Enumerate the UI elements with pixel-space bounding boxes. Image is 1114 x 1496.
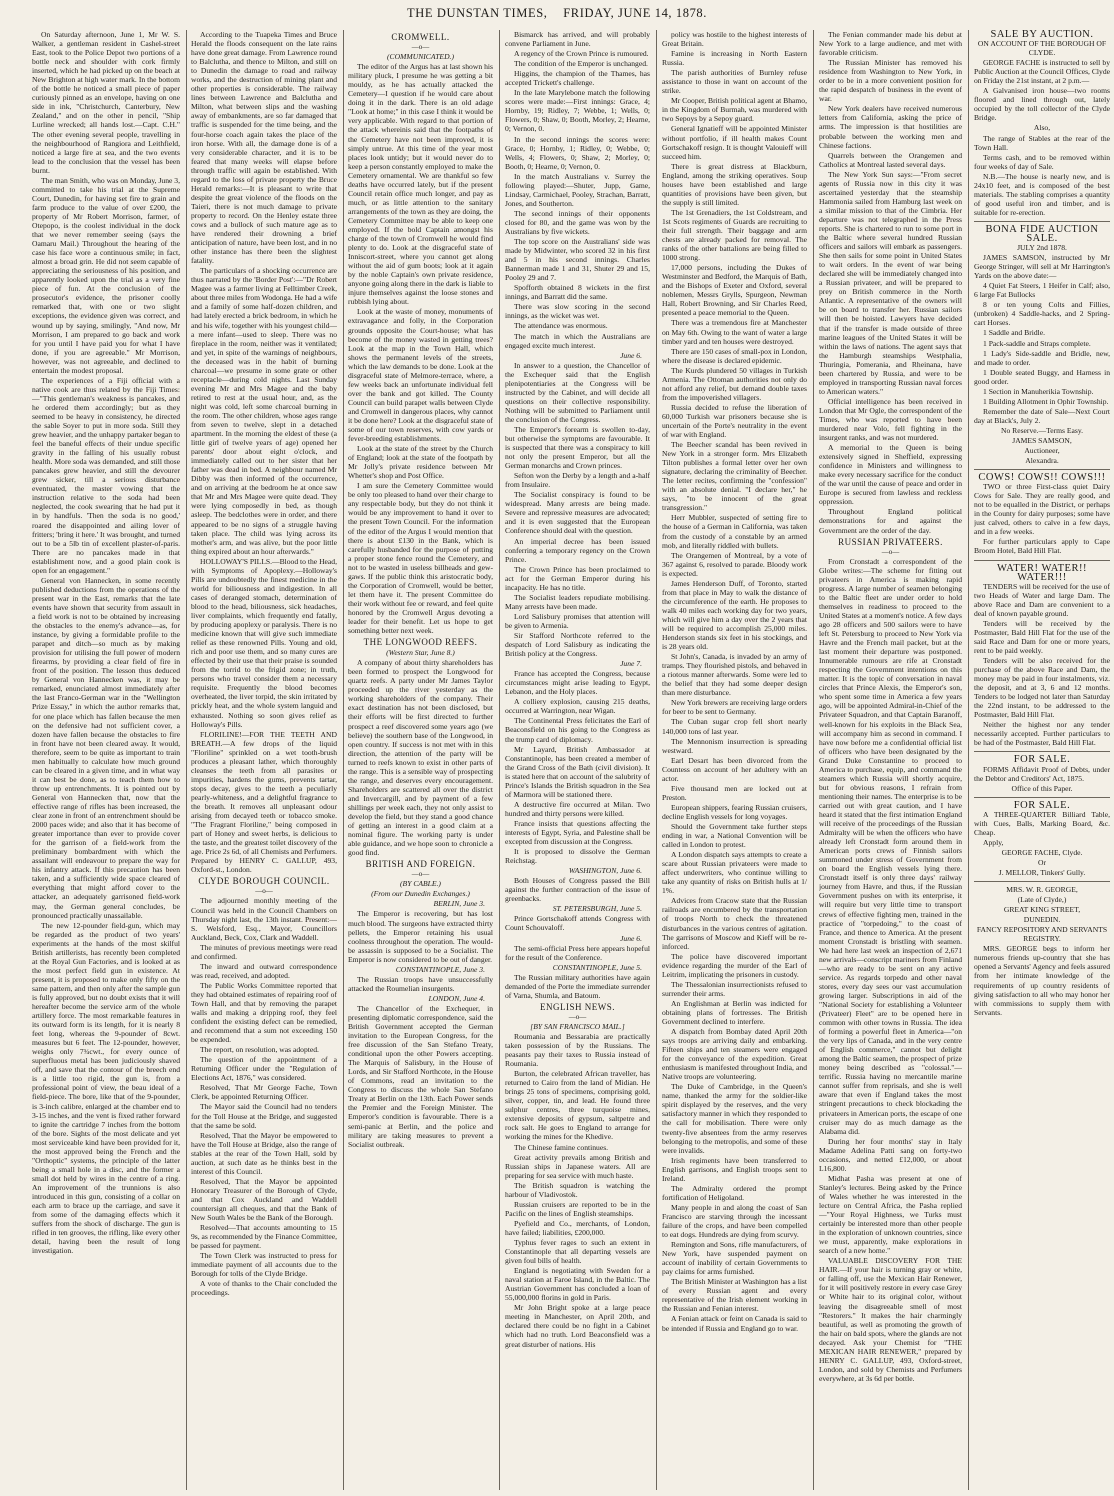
article-paragraph: Great activity prevails among British and Russian ships in Japanese waters. All are preparing for sea service with much haste. <box>505 1152 650 1180</box>
column-rule <box>343 30 344 1490</box>
article-paragraph: The Public Works Committee reported that they had obtained estimates of repairing roof of Town Hall, and that by removing the parapet walls and making a dripping roof, they feel confident the existing defect can be remedied, and recommend that a sum not exceeding 150 be expended. <box>191 980 337 1045</box>
article-paragraph: Russia decided to refuse the liberation of 60,000 Turkish war prisoners because she is uncertain of the Porte's neutrality in the event of war with England. <box>662 402 807 440</box>
article-paragraph: The inward and outward correspondence was read, received, and adopted. <box>191 961 337 980</box>
article-paragraph: The experiences of a Fiji official with a native cook are thus related by the Fiji Times:—"This gentleman's weakness is pancakes, and he ordered them accordingly; but as they seemed to be heavy in consistency, he directed the sable Soyer to put in more soda. Still they grew heavier, and the unhappy partaker began to feel the baneful effects of their undue specific gravity in the falling of his usually robust health. More soda was demanded, and still those pancakes grew heavier, and still the devourer grew sicker, till a serious disturbance eventuated, the master vowing that the instruction relative to the soda had been neglected, the cook swearing that he had put it in by handfuls. 'Then the soda is no good,' roared the disappointed and ailing lover of fritters; 'bring it here.' It was brought, and turned out to be a 5lb tin of excellent plaster-of-paris. There are no pancakes made in that establishment now, and a good plain cook is open for an engagement." <box>32 375 180 575</box>
article-paragraph: Irish regiments have been transferred to English garrisons, and English troops sent to Ireland. <box>662 1155 807 1183</box>
article-paragraph: The 1st Grenadiers, the 1st Coldstream, and 1st Scots regiments of Guards are recruiting to their full strength. Their baggage and arm chests are already packed for removal. The ranks of the other battalions are being filled to 1000 strong. <box>662 207 807 263</box>
divider: —o— <box>881 547 900 556</box>
ad-text: Tenders will be received by the Postmaster, Bald Hill Flat for the use of the said Race and Dam for one or more years, rent to be paid weekly. <box>974 618 1110 655</box>
dateline: WASHINGTON, June 6. <box>568 866 642 876</box>
dateline: June 6. <box>620 350 642 360</box>
article-paragraph: The police have discovered important evidence regarding the murder of the Earl of Leitrim, implicating the prisoners in custody. <box>662 951 807 979</box>
ad-subheading: ON ACCOUNT OF THE BOROUGH OF CLYDE. <box>977 39 1107 58</box>
divider: —o— <box>568 1012 587 1021</box>
ad-item: 1 Saddle and Bridle. <box>983 328 1046 338</box>
column-3 <box>348 30 493 1490</box>
article-paragraph: St John's, Canada, is invaded by an army of tramps. They flourished pistols, and behaved in a riotous manner afterwards. Some were led to the belief that they had some deeper design than mere disturbance. <box>662 652 807 698</box>
article-paragraph: Resolved, That the Mayor be appointed Honorary Treasurer of the Borough of Clyde, and that Cox Auckland and Waddell countersign all cheques, and that the Bank of New South Wales be the Bank of the Borough. <box>191 1176 337 1223</box>
article-paragraph: The New York Sun says:—"From secret agents of Russia now in this city it was ascertained yesterday that the steamship Hammonia sailed from Hamburg last week on a similar mission to that of the Cimbria. Her departure was not telegraphed in the Press reports. She is chartered to run to some port in the Baltic where several hundred Russian officers and sailors will embark as passengers. She then sails for some point in United States to wait orders. In the event of war being declared she will be immediately changed into a Russian privateer, and will be prepared to prey on British commerce in the North Atlantic. A representative of the owners will be on board to transfer her. Russian sailors will then be hoisted. Lawyers have decided that if the transfer is made outside of three marine leagues of the United States it will be within the laws of nations. The agent says that the Hamburgh steamships Westphalia, Thuringia, Pomerania, and Rheinana, have been chartered by Russia, and were to be employed in transporting Russian naval forces to American waters." <box>819 169 962 396</box>
article-paragraph: Mr Layard, British Ambassador at Constantinople, has been created a member of the Grand Cross of the Bath (civil division). It is stated here that on account of the salubrity of Prince's Islands the British squadron in the Sea of Marmora will be stationed there. <box>505 744 650 799</box>
article-paragraph: The Beecher scandal has been revived in New York in a stronger form. Mrs Elizabeth Tilton publishes a formal letter over her own signature, declaring the criminality of Beecher. The letter recites, confirming the "confession" with an absolute denial. "I declare her," he says, "to be innocent of the great transgression." <box>662 440 807 513</box>
article-paragraph: Five thousand men are locked out at Preston. <box>662 783 807 802</box>
dateline: CONSTANTINOPLE, June 5. <box>552 962 642 972</box>
ad-text: N.B.—The house is nearly new, and is 24x10 feet, and is composed of the best materials. The stabling comprises a quantity of good useful iron and timber, and is suitable for re-erection. <box>974 171 1110 217</box>
ad-text: A THREE-QUARTER Billiard Table, with Cues, Balls, Marking Board, &c. Cheap. <box>974 809 1110 837</box>
article-paragraph: Sefton won the Derby by a length and a-half from Insulaire. <box>505 471 650 490</box>
ad-heading: FOR SALE. <box>1013 754 1071 766</box>
article-paragraph: Burton, the celebrated African traveller, has returned to Cairo from the land of Midian. He brings 25 tons of specimens, comprising gold, silver, copper, tin, and lead. He found three sulphur centres, three turquoise mines, extensive deposits of gypsum, saltpetre and rock salt. He goes to England to arrange for working the mines for the Khedive. <box>505 1069 650 1142</box>
article-paragraph: The Socialist conspiracy is found to be widespread. Many arrests are being made. Severe and repressive measures are advocated; and it is even suggested that the European Conference should deal with the question. <box>505 490 650 536</box>
article-paragraph: The report, on resolution, was adopted. <box>200 1045 319 1055</box>
article-paragraph: The Russian Minister has removed his residence from Washington to New York, in order to be in a more convenient position for the rapid despatch of business in the event of war. <box>819 58 962 104</box>
section-subheading: (Western Star, June 8.) <box>386 648 455 658</box>
ad-item: 4 Quiet Fat Steers, 1 Heifer in Calf; also, 6 large Fat Bullocks <box>974 281 1110 300</box>
article-paragraph: Resolved—That accounts amounting to 15 9s, as recommended by the Finance Committee, be passed for payment. <box>191 1223 337 1251</box>
section-subheading: (COMMUNICATED.) <box>386 52 454 62</box>
article-paragraph: The Mennonism insurrection is spreading westward. <box>662 736 807 755</box>
article-paragraph: The Cuban sugar crop fell short nearly 140,000 tons of last year. <box>662 717 807 736</box>
article-paragraph: The Emperor's forearm is swollen to-day, but otherwise the symptoms are favourable. It is suspected that there was a conspiracy to kill not only the present Emperor, but all the German monarchs and Crown princes. <box>505 424 650 471</box>
masthead-title: THE DUNSTAN TIMES, <box>407 6 548 20</box>
article-paragraph: Many people in and along the coast of San Francisco are starving through the incessant failure of the crops, and have been compelled to eat dogs. Hundreds are dying from scurvy. <box>662 1202 807 1240</box>
article-paragraph: Resolved, That Mr George Fache, Town Clerk, be appointed Returning Officer. <box>191 1083 337 1102</box>
section-heading: CROMWELL. <box>391 32 450 42</box>
ad-heading: MRS. W. R. GEORGE, <box>1006 885 1078 895</box>
ad-text: TWO or three First-class quiet Dairy Cows for Sale. They are really good, and not to be equalled in the District, or perhaps in the County for dairy purposes; some have just calved, others to calve in a few days, and in a few weeks. <box>974 482 1110 537</box>
article-paragraph: The Town Clerk was instructed to press for immediate payment of all accounts due to the Borough for tolls of the Clyde Bridge. <box>191 1251 337 1279</box>
divider: —o— <box>411 870 430 879</box>
article-paragraph: The parish authorities of Burnley refuse assistance to those in want on account of the strike. <box>662 68 807 96</box>
ad-heading: FOR SALE. <box>1013 799 1071 811</box>
article-paragraph: The particulars of a shocking occurrence are thus narrated by the 'Border Post':—"Dr Robert Magee was a farmer living at Felltimber Creek, about three miles from Wodonga. He had a wife and a family of some half-dozen children, and had lately erected a brick bedroom, in which he and his wife, together with his youngest child—a mere infant—used to sleep. There was no fireplace in the room, neither was it ventilated; and yet, in spite of the warnings of neighbours, the deceased was in the habit of burning charcoal—we presume in some grate or other receptacle—during cold nights. Last Sunday evening Mr and Mrs Magee and the baby retired to rest at the usual hour, and, as the night was cold, left some charcoal burning in the room. The other children, whose ages range from seven to twelve, slept in a detached apartment. In the morning the eldest of these (a little girl of twelve years of age) opened her parents' door about eight o'clock, and immediately called out to her sister that her father was dead in bed. A neighbour named Mr Dibby was then informed of the occurrence, and on arriving at the bedroom he at once saw that Mr and Mrs Magee were quite dead. They were lying composedly in bed, as though asleep. The bedclothes were in order, and there appeared to be no signs of a struggle having taken place. The child was lying across its mother's arm, and was alive, but the poor little thing expired about an hour afterwards." <box>191 266 337 556</box>
article-paragraph: A company of about thirty shareholders has been formed to prospect the Longwood for quartz reefs. A party under Mr James Taylor proceeded up the river yesterday as the working shareholders of the company. Their exact destination has not been disclosed, but their efforts will be first directed to further prospect a reef discovered some years ago (we believe) the southern base of the Longwood, in open country. If success is not met with in this direction, the attention of the party will be turned to reefs known to exist in other parts of the range. This is a sensible way of prospecting the range, and deserves every encouragement. Shareholders are scattered all over the district and Invercargill, and by payment of a few shillings per week each, they not only assist to develop the field, but they stand a good chance of getting an interest in a good claim at a nominal figure. The working party is under able guidance, and we hope soon to chronicle a good find. <box>348 658 493 858</box>
article-paragraph: Herr Mubbler, suspected of setting fire to the house of a German in California, was taken from the custody of a constable by an armed mob, and literally riddled with bullets. <box>662 513 807 550</box>
article-paragraph: The Duke of Cambridge, in the Queen's name, thanked the army for the soldier-like spirit displayed by the reserves, and the very satisfactory manner in which they responded to the call for mobilisation. There were only twenty-five absentees from the army reserves belonging to the metropolis, and some of these were invalids. <box>662 1082 807 1155</box>
ad-text: FORMS Affidavit Proof of Debts, under the Debtor and Creditors' Act, 1875. <box>974 764 1110 783</box>
ad-text: For further particulars apply to Cape Broom Hotel, Bald Hill Flat. <box>974 537 1110 556</box>
article-paragraph: General Ignatieff will be appointed Minister without portfolio, if ill health makes Count Gortschakoff resign. It is thought Valouieff will succeed him. <box>662 124 807 161</box>
article-paragraph: Remington and Sons, rifle manufacturers, of New York, have suspended payment on account of inability of certain Governments to pay claims for arms furnished. <box>662 1240 807 1277</box>
ad-item: 1 Section in Manuherikia Township. <box>983 386 1094 396</box>
dateline: June 6. <box>620 933 642 943</box>
ad-signature: J. MELLOR, Tinkers' Gully. <box>998 867 1086 877</box>
article-paragraph: Look at the waste of money, monuments of extravagance and folly, in the Corporation grounds opposite the Court-house; what has become of the money wasted in getting trees? Look at the map in the Town Hall, which shows the permanent levels of the streets, which the law demands to be done. Look at the disgraceful state of Melmore-terrace, where, a few weeks back an unfortunate individual fell over the bank and got killed. The County Council can build parapet walls between Clyde and Cromwell in dangerous places, why cannot it be done here? Look at the disgraceful state of some of our town reserves, with cow yards or fever-breeding establishments. <box>348 307 493 444</box>
advertisement-hair-renewer: VALUABLE DISCOVERY FOR THE HAIR.—If your hair is turning gray or white, or falling off, use the Mexican Hair Renewer, for it will positively restore in every case Grey or White hair to its original color, without leaving the disagreeable smell of most "Restorers." It makes the hair charmingly beautiful, as well as promoting the growth of the hair on bald spots, where the glands are not decayed. Ask your Chemist for "THE MEXICAN HAIR RENEWER," prepared by HENRY C. GALLUP, 493, Oxford-street, London, and sold by Chemists and Perfumers everywhere, at 3s 6d per bottle. <box>819 1256 962 1383</box>
column-rule <box>968 30 969 1490</box>
ad-item: A Galvanised iron house—two rooms floored and lined through out, lately occupied by the toll collector of the Clyde Bridge. <box>974 86 1110 123</box>
ad-item: The range of Stables at the rear of the Town Hall. <box>974 133 1110 152</box>
article-paragraph: Spofforth obtained 8 wickets in the first innings, and Barratt did the same. <box>505 283 650 302</box>
dateline: June 7. <box>620 659 642 669</box>
article-paragraph: In answer to a question, the Chancellor of the Exchequer said that the English plenipotentiaries at the Congress will be instructed by the Cabinet, and will decide all questions on their collective responsibility. Nothing will be submitted to Parliament until the conclusion of the Congress. <box>505 360 650 424</box>
article-paragraph: The Socialist leaders repudiate mobilising. Many arrests have been made. <box>505 592 650 611</box>
article-paragraph: The Crown Prince has been proclaimed to act for the German Emperor during his incapacity. He has no title. <box>505 564 650 592</box>
masthead-date: FRIDAY, JUNE 14, 1878. <box>563 6 707 20</box>
article-paragraph: The editor of the Argus has at last shown his military pluck, I presume he was getting a bit mouldy, as he has actually attacked the Cemetery—I question if he would care about doing it in the dark. There is an old adage "Look at home;" in this case I think it would be very applicable. With regard to that portion of the attack whereinis said that the footpaths of the Cemetery have not been improved, it is simply untrue. At this time of the year most places look untidy; but it would never do to keep a person constantly employed to make the Cemetery ornamental. We are thankful so few deaths have occurred lately, but if the present Council retain office much longer, and pay as much, or as little attention to the sanitary arrangements of the town as they are doing, the Cemetery Committee may be able to keep one employed. If the bold Captain amongst his charge of the town of Cromwell he would find plenty to do. Look at the disgraceful state of Inniscort-street, where you cannot get along without the aid of gum boots; look at it again by the noble Captain's own private residence, anyone going along there in the dark is liable to injure themselves against the loose stones and rubbish lying about. <box>348 62 493 307</box>
article-paragraph: Russian cruisers are reported to be in the Pacific on the lines of English steamships. <box>505 1199 650 1218</box>
article-paragraph: A dispatch from Bombay dated April 20th says troops are arriving daily and embarking. Fifteen ships and ten steamers were engaged for the conveyance of the expedition. Great enthusiasm is manifested throughout India, and Native troops are volunteering. <box>662 1027 807 1082</box>
ad-divider <box>974 797 1110 798</box>
article-paragraph: Roumania and Bessarabia are practically taken possession of by the Russians. The peasants pay their taxes to Russia instead of Roumania. <box>505 1031 650 1069</box>
divider: —o— <box>411 43 430 52</box>
article-paragraph: Midhat Pasha was present at one of Stanley's lectures. Being asked by the Prince of Wales whether he was interested in the lecture on Central Africa, the Pasha replied—"Your Royal Highness, we Turks must certainly be interested more than other people in the exploration of unknown countries, since we must, apparently, make explorations in search of a new home." <box>819 1173 962 1256</box>
advertisement-floriline: FLORILINE!—FOR THE TEETH AND BREATH.—A few drops of the liquid "Floriline" sprinkled on a wet tooth-brush produces a pleasant lather, which thoroughly cleanses the teeth from all parasites or impurities, hardens the gums, prevents tartar, stops decay, gives to the teeth a peculiarly pearly-whiteness, and a delightful fragrance to the breath. It removes all unpleasant odour arising from decayed teeth or tobacco smoke. "The Fragrant Floriline," being composed in part of Honey and sweet herbs, is delicious to the taste, and the greatest toilet discovery of the age. Price 2s 6d, of all Chemists and Perfumers. Prepared by HENRY C. GALLUP, 493, Oxford-st., London. <box>191 729 337 875</box>
article-paragraph: A vote of thanks to the Chair concluded the proceedings. <box>191 1279 337 1298</box>
ad-signature: Or <box>1037 857 1046 867</box>
column-1 <box>32 30 180 1490</box>
article-paragraph: Earl Desart has been divorced from the Countess on account of her adultery with an actor. <box>662 755 807 783</box>
section-heading: RUSSIAN PRIVATEERS. <box>838 536 943 547</box>
column-rule <box>813 30 814 1490</box>
article-paragraph: The Russian military authorities have again demanded of the Porte the immediate surrender of Varna, Shumla, and Batoum. <box>505 972 650 1000</box>
article-paragraph: The Kurds plundered 50 villages in Turkish Armenia. The Ottoman authorities not only do not afford any relief, but demand double taxes from the impoverished villagers. <box>662 365 807 402</box>
article-paragraph: Typhus fever rages to such an extent in Constantinople that all departing vessels are given foul bills of health. <box>505 1238 650 1266</box>
article-paragraph: I am sure the Cemetery Committee would be only too pleased to hand over their charge to any respectable body, but they do not think it would be any improvement to hand it over to the present Town Council. For the information of the editor of the Argus I would mention that there is about £130 in the Bank, which is carefully husbanded for the purpose of putting a proper stone fence round the Cemetery, and not to be wasted in useless billheads and gew-gaws. If the public think this aristocratic body, the Corporation of Cromwell, would be better, let them have it. The present Committee do their work without fee or reward, and feel quite honored by the Cromwell Argus devoting a leader for their benefit. Let us hope to get something better next week. <box>348 481 493 636</box>
article-paragraph: There are 150 cases of small-pox in London, where the disease is declared epidemic. <box>662 346 807 365</box>
ad-item: 8 or ten young Colts and Fillies, (unbroken) 4 Saddle-hacks, and 2 Spring-cart Horses. <box>974 300 1110 328</box>
ad-item: 1 Double seated Buggy, and Harness in good order. <box>974 367 1110 386</box>
article-paragraph: Prince Gortschakoff attends Congress with Count Schouvaloff. <box>505 914 650 933</box>
ad-divider <box>974 751 1110 752</box>
ad-item: Also, <box>1033 123 1051 133</box>
article-paragraph: Throughout England political demonstrations for and against the Government are the order of the day. <box>819 507 962 535</box>
dateline: BERLIN, June 3. <box>433 899 485 909</box>
article-paragraph: In the late Marylebone match the following scores were made:—First innings: Grace, 4; Hornby, 19; Ridley, 7; Webbe, 1; Wells, 0; Flowers, 0; Shaw, 0; Booth, Morley, 2; Hearne, 0; Vernon, 0. <box>505 88 650 134</box>
article-paragraph: The condition of the Emperor is unchanged. <box>514 59 648 69</box>
article-paragraph: The Chancellor of the Exchequer, in presenting diplomatic correspondence, said the British Government accepted the German invitation to the European Congress, for the free discussion of the San Stefano Treaty, conditional upon the other Powers accepting. The Marquis of Salisbury, in the House of Lords, and Sir Stafford Northcote, in the House of Commons, read an invitation to the Congress to discuss the whole San Stefano Treaty at Berlin on the 13th. Each Power sends the Premier and the Foreign Minister. The Emperor's condition is favourable. There is a semi-panic at Berlin, and the police and military are taking measures to prevent a Socialist outbreak. <box>348 1003 493 1149</box>
ad-subheading: (Late of Clyde,) <box>1017 895 1067 905</box>
article-paragraph: Lord Salisbury promises that attention will be given to Armenia. <box>505 611 650 630</box>
article-paragraph: The Russian troops have unsuccessfully attacked the Roumelian insurgents. <box>348 974 493 993</box>
article-paragraph: The Admiralty ordered the prompt fortification of Heligoland. <box>662 1183 807 1202</box>
article-paragraph: Resolved, That the Mayor be empowered to have the Toll House at Bridge, also the range of stables at the rear of the Town Hall, sold by auction, at such date as he thinks best in the interest of this Council. <box>191 1130 337 1176</box>
advertisement-forms <box>974 755 1110 764</box>
ad-divider <box>974 469 1110 470</box>
article-paragraph: The minutes of previous meetings were read and confirmed. <box>191 942 337 961</box>
article-paragraph: Bismarck has arrived, and will probably convene Parliament in June. <box>505 30 650 49</box>
ad-text: No Reserve.—Terms Easy. <box>1000 425 1084 435</box>
ad-signature: Alexandra. <box>1025 456 1059 466</box>
ad-heading: COWS! COWS!! COWS!!! <box>978 472 1106 484</box>
article-paragraph: A colliery explosion, causing 215 deaths, occurred at Warrington, near Wigan. <box>505 697 650 716</box>
article-paragraph: A memorial to the Queen is being extensively signed in Sheffield, expressing confidence in Ministers and willingness to make every necessary sacrifice for the conduct of the war until the cause of peace and order in Europe is secured from lawless and reckless oppression. <box>819 443 962 507</box>
article-paragraph: Famine is increasing in North Eastern Russia. <box>662 49 807 68</box>
article-paragraph: New York brewers are receiving large orders for beer to be sent to Germany. <box>662 698 807 717</box>
section-heading: CLYDE BOROUGH COUNCIL. <box>198 876 330 887</box>
article-paragraph: The top score on the Australians' side was made by Midwinter, who scored 32 in his first and 5 in his second innings. Charles Bannerman made 1 and 31, Shuter 29 and 15, Pooley 29 and 7. <box>505 237 650 283</box>
ad-text: Tenders will be also received for the purchase of the above Race and Dam, the money may be paid in four instalments, viz. the deposit, and at 3, 6 and 12 months. Tenders to be lodged not later than Saturday the 22nd instant, to be addressed to the Postmaster, Bald Hill Flat. <box>974 656 1110 720</box>
article-paragraph: Sir Stafford Northcote referred to the despatch of Lord Salisbury as indicating the British policy at the Congress. <box>505 631 650 659</box>
ad-heading: SALE BY AUCTION. <box>990 30 1094 40</box>
column-rule <box>186 30 187 1490</box>
article-paragraph: The adjourned monthly meeting of the Council was held in the Council Chambers on Thursday night last, the 13th instant. Present:—S. Welsford, Esq., Mayor, Councillors Auckland, Beck, Cox, Clark and Waddell. <box>191 896 337 942</box>
article-paragraph: The British squadron is watching the harbour of Vladivostok. <box>505 1180 650 1199</box>
ad-text: Office of this Paper. <box>1011 783 1073 793</box>
column-2 <box>191 30 337 1490</box>
article-paragraph: The British Minister at Washington has a list of every Russian agent and every representative of the Irish element working in the Russian and Fenian interest. <box>662 1277 807 1314</box>
ad-text: TENDERS will be received for the use of two Heads of Water and large Dam. The above Race and Dam are convenient to a deal of known payable ground. <box>974 581 1110 618</box>
dateline: CONSTANTINOPLE, June 3. <box>395 964 485 974</box>
article-paragraph: The man Smith, who was on Monday, June 3, committed to take his trial at the Supreme Court, Dunedin, for having set fire to grain and farm produce to the value of over £200, the property of Mr Robert Morrison, farmer, of Otepopo, is the coolest individual in the dock that we never remember seeing (says the Oamaru Mail.) Throughout the hearing of the case his face wore a continuous smile; in fact, almost a broad grin. He did not seem capable of appreciating the seriousness of his position, and apparently looked upon the trial as a very fine piece of fun. At the conclusion of the prosecutor's evidence, the prisoner coolly remarked that, with one or two slight exceptions, the evidence given was correct, and wound up by saying, smilingly, "And now, Mr Morrison, I am prepared to go back and work for you until I have paid you for what I have done, if you are agreeable." Mr Morrison, however, was not agreeable, and declined to entertain the modest proposal. <box>32 175 180 375</box>
article-paragraph: A destructive fire occurred at Milan. Two hundred and thirty persons were killed. <box>505 799 650 818</box>
article-paragraph: James Henderson Duff, of Toronto, started from that place in May to walk the distance of the circumference of the earth. He proposes to walk 40 miles each working day for two years, which will give him a day over the 2 years that will be required to accomplish 25,000 miles. Henderson stands six feet in his stockings, and is 28 years old. <box>662 578 807 652</box>
advertisement-water <box>974 564 1110 582</box>
article-paragraph: Mr Cooper, British political agent at Bhamo, in the Kingdom of Burmah, was murdered with two Sepoys by a Sepoy guard. <box>662 96 807 124</box>
article-paragraph: Look at the state of the street by the Church of England; look at the state of the footpath by Mr Jolly's private residence between Mr Whetter's shop and Post Office. <box>348 444 493 481</box>
article-paragraph: There is great distress at Blackburn, England, among the striking operatives. Soup houses have been established and large quantities of provisions have been given, but the supply is still limited. <box>662 161 807 207</box>
ad-heading: FANCY REPOSITORY AND SERVANTS REGISTRY. <box>976 925 1108 944</box>
article-paragraph: During her four months' stay in Italy Madame Adelina Patti sang on forty-two occasions, and netted £12,000, or about L16,800. <box>819 1136 962 1173</box>
article-paragraph: It is proposed to dissolve the German Reichstag. <box>505 847 650 866</box>
article-paragraph: A Fenian attack or feint on Canada is said to be intended if Russia and England go to war. <box>662 1314 807 1333</box>
article-paragraph: On Saturday afternoon, June 1, Mr W. S. Walker, a gentleman resident in Cashel-street East, took to the Police Depot two portions of a bottle neck and shoulder with cork firmly inserted, which he had picked up on the beach at New Brighton at high water mark. In the bottom of the bottle he noticed a small piece of paper curiously pinned as an envelope, having on one side in ink, "Christchurch, Canterbury, New Zealand," and on the other in pencil, "Ship Lurline wrecked; all hands lost.—Capt. C.H." The other evening several people, travelling in the neighbourhood of Rangiora and Leithfield, noticed a large fire at sea, and the two events lead to the conclusion that the vessel has been burnt. <box>32 30 180 175</box>
article-paragraph: The Mayor said the Council had no tenders for the Toll House at the Bridge, and suggested that the same be sold. <box>191 1102 337 1130</box>
advertisement-holloways: HOLLOWAY'S PILLS.—Blood to the Head, with Symptoms of Apoplexy.—Holloway's Pills are undoubtedly the finest medicine in the world for biliousness and indigestion. In all cases of deranged stomach, determination of blood to the head, biliousness, sick headaches, liver complaints, which frequently end fatally, by producing apoplexy or paralysis. There is no medicine known that will give such immediate relief as these renowned Pills. Young and old, rich and poor use them, and so many cures are effected by their use that their praise is sounded from the torrid to the frigid zone; in truth, persons who travel consider them a necessary requisite. Frequently the blood becomes overheated, the liver torpid, the skin irritated by prickly heat, and the whole system languid and exhausted. Nothing so soon gives relief as Holloway's Pills. <box>191 556 337 729</box>
masthead <box>0 6 1114 28</box>
column-rule <box>499 30 500 1490</box>
article-paragraph: Mr John Bright spoke at a large peace meeting in Manchester, on April 20th, and declared there could be no fight in a Cabinet which had no truth. Lord Beaconsfield was a great disturber of nations. His <box>505 1303 650 1349</box>
article-paragraph: European shippers, fearing Russian cruisers, decline English vessels for long voyages. <box>662 802 807 821</box>
article-paragraph: The question of the appointment of a Returning Officer under the "Regulation of Elections Act, 1876," was considered. <box>191 1055 337 1083</box>
advertisement-billiard <box>974 801 1110 810</box>
ad-signature: JAMES SAMSON, <box>1012 435 1072 445</box>
article-paragraph: The new 12-pounder field-gun, which may be regarded as the product of two years' experiments at the hands of the most skilful British artillerists, has recently been completed at the Royal Gun Factories, and is looked at as the most perfect field gun in existence. At present, it is proposed to make only fifty on the same pattern, and then only after the sample gun is fully approved, but no doubt exists that it will hereafter become the service arm of the whole artillery force. The most remarkable features in its outward form is its length, for it is nearly 8 feet long, whereas the 9-pounder of 8cwt. measures but 6 feet. The 12-pounder, however, weighs only 7¾cwt., for every ounce of superfluous metal has been judiciously shaved off, and save that the contour of the breech end is a little too rigid, the gun is, from a professional point of view, the beau ideal of a field-piece. The bore, like that of the 9-pounder, is 3-inch calibre, enlarged at the chamber end to 3-15 inches, and the vent is fixed rather forward to ignite the cartridge 7 inches from the bottom of the bore. Sights of the most delicate and yet most serviceable kind have been provided for it, the most approved being the French and the "Orthoptic" systems, the principle of the latter being a small hole in a disc, and the former a small dot held by wires in the centre of a ring. An improvement of the trunnions is also introduced in this gun, consisting of a collar on each arm to brace up the carriage, and save it from some of the damaging effects which it suffers from the shock of discharge. The gun is rifled in ten grooves, the rifling, like every other detail, having been the result of long investigation. <box>32 920 180 1256</box>
section-subheading: (From our Dunedin Exchanges.) <box>371 889 470 899</box>
article-paragraph: In the match Australians v. Surrey the following played:—Shuter, Jupp, Game, Lindsay, Carmichael, Pooley, Strachan, Barratt, Jones, and Southerton. <box>505 171 650 208</box>
advertisement-mrs-george <box>974 885 1110 943</box>
article-paragraph: From Cronstadt a correspondent of the Globe writes:—The scheme for fitting out privateers in America is making rapid progress. A large number of seamen belonging to the Baltic fleet are under order to hold themselves in readiness to proceed to the United States at a moment's notice. A few days ago 28 officers and 500 sailors were to have left St. Petersburg to proceed to New York via Havre and the French mail packet, but at the last moment their departure was postponed. Innumerable rumours are rife at Cronstadt respecting the Government intentions on this matter. It is the topic of conversation in naval circles that Prince Alexis, the Emperor's son, who spent some time in America a few years ago, will be appointed Admiral-in-Chief of the Privateer Squadron, and that Captain Baranoff, well-known for his exploits in the Black Sea, will accompany him as second in command. I have now before me a confidential official list of officers who have been designated by the Grand Duke Constantine to proceed to America to purchase, equip, and command the steamers which Russia will shortly acquire, but for obvious reasons, I refrain from mentioning their names. The enterprise is to be carried out with great caution, and I have heard it stated that the first intimation England will receive of the proceedings of the Russian Admiralty will be when the officers who have already left Cronstadt form around them in American ports crews of Finnish sailors summoned under stress of Government from on board the English vessels lying there. Cronstadt itself is only three days' railway journey from Havre, and thus, if the Russian Government pushes on with its enterprise, it will require but very little time to transport crews of effective fighting men, trained in the practice of "torpedoing," to the coast of France, and thence to America. At the present moment Cronstadt is bristling with seamen. We had here last week an inspection of 2,671 new arrivals—conscript mariners from Finland—who are ready to be sent on any active service. As regards torpedo and other naval stores, every day sees our vast accumulation growing larger. Subscriptions in aid of the "National Society for establishing a Volunteer (Privateer) Fleet" are to be opened here in common with other towns in Russia. The idea of forming a powerful fleet in America—"on the very lips of Canada, and in the very centre of English commerce," cannot but delight among the Baltic seamen, the prospect of prize money being described as "colossal."—terrific. Russia having no mercantile marine cannot suffer from reprisals, and she is well aware that even if England takes the most stringent precautions to check blockading the privateers in American ports, the escape of one cruiser may do as much damage as the Alabama did. <box>819 556 962 1136</box>
article-paragraph: A London dispatch says attempts to create a scare about Russian privateers were made to affect underwriters, who continue willing to take any quantity of risks on British hulls at 1/ 1%. <box>662 850 807 896</box>
article-paragraph: The Continental Press felicitates the Earl of Beaconsfield on his going to the Congress as the trump card of diplomacy. <box>505 716 650 744</box>
ad-item: 1 Building Allotment in Ophir Township. <box>983 396 1109 406</box>
article-paragraph: An Englishman at Berlin was indicted for obtaining plans of fortresses. The British Government declined to interfere. <box>662 998 807 1026</box>
ad-heading: BONA FIDE AUCTION SALE. <box>985 223 1099 244</box>
column-5 <box>662 30 807 1490</box>
ad-subheading: JULY 2nd 1878. <box>1017 243 1067 253</box>
ad-heading: WATER! WATER!! WATER!!! <box>997 562 1087 583</box>
ad-divider <box>974 881 1110 882</box>
ad-text: Apply, <box>983 837 1004 847</box>
article-paragraph: Higgins, the champion of the Thames, has accepted Trickett's challenge. <box>505 69 650 88</box>
article-paragraph: The semi-official Press here appears hopeful for the result of the Conference. <box>505 943 650 962</box>
article-paragraph: The Fenian commander made his debut at New York to a large audience, and met with favorable criticism. <box>819 30 962 58</box>
article-paragraph: France insists that questions affecting the interests of Egypt, Syria, and Palestine shall be excepted from discussion at the Congress. <box>505 818 650 847</box>
dateline: ST. PETERSBURGH, June 5. <box>552 904 642 914</box>
article-paragraph: The Chinese famine continues. <box>514 1142 609 1152</box>
section-subheading: [BY SAN FRANCISCO MAIL.] <box>530 1021 625 1031</box>
ad-text: MRS. GEORGE begs to inform her numerous friends up-country that she has opened a Servants' Agency and feels assured from her intimate knowledge of the requirements of up country residents of giving satisfaction to all who may honor her with commissions to supply them with Servants. <box>974 944 1110 1017</box>
column-6 <box>819 30 962 1490</box>
article-paragraph: Should the Government take further steps ending in war, a National Convention will be called in London to protest. <box>662 821 807 850</box>
section-heading: THE LONGWOOD REEFS. <box>363 637 478 648</box>
ad-text: GEORGE FACHE is instructed to sell by Public Auction at the Council Offices, Clyde on Friday the 21st instant, at 2 p.m.— <box>974 58 1110 86</box>
ad-signature: GEORGE FACHE, Clyde. <box>1001 847 1083 857</box>
column-7-advertisements <box>974 30 1110 1490</box>
column-rule <box>656 30 657 1490</box>
article-paragraph: There was slow scoring in the second innings, as the wicket was wet. <box>505 302 650 321</box>
article-paragraph: Both Houses of Congress passed the Bill against the further contraction of the issue of greenbacks. <box>505 876 650 904</box>
ad-divider <box>974 221 1110 222</box>
article-paragraph: England is negotiating with Sweden for a naval station at Faroe Island, in the Baltic. The Austrian Government has concluded a loan of 55,000,000 florins in gold in Paris. <box>505 1266 650 1303</box>
advertisement-auction-borough <box>974 30 1110 57</box>
article-paragraph: According to the Tuapeka Times and Bruce Herald the floods consequent on the late rains have done great damage. From Lawrence round to Balclutha, and thence to Milton, and still on to Dunedin the damage to road and railway works, and the destruction of mining plant and other properties is considerable. The railway lines between Lawrence and Balclutha and Milton, what between slips and the washing away of embankments, are so far damaged that traffic is suspended for the time being, and the four-horse coach again takes the place of the iron horse. With all, the damage done is of a very considerable character, and it is to be feared that many weeks will elapse before through traffic will again be established. With regard to the loss of private property the Bruce Herald remarks:—It is pleasant to write that despite the great violence of the floods on the Taieri, there is not much damage to private property to record. On the Henley estate three cows and a bullock of such mature age as to have rendered their drowning a brief anticipation of nature, have been lost, and in no other instance has there been the slightest fatality. <box>191 30 337 266</box>
article-paragraph: There was a tremendous fire at Manchester on May 6th. Owing to the want of water a large timber yard and ten houses were destroyed. <box>662 318 807 346</box>
dateline: LONDON, June 4. <box>428 993 485 1003</box>
ad-text: Neither the highest nor any tender necessarily accepted. Further particulars to be had of the Postmaster, Bald Hill Flat. <box>974 720 1110 748</box>
advertisement-bona-fide-sale <box>974 225 1110 252</box>
ad-text: Remember the date of Sale—Next Court day at Black's, July 2. <box>974 406 1110 425</box>
ad-text: JAMES SAMSON, instructed by Mr George Stringer, will sell at Mr Harrington's Yards on the above date:— <box>974 253 1110 281</box>
article-paragraph: The Emperor is recovering, but has lost much blood. The surgeons have extracted thirty pellets, the Emperor retaining his usual coolness throughout the operation. The would-be assassin is supposed to be a Socialist. The Emperor is now considered to be out of danger. <box>348 909 493 964</box>
article-paragraph: A regency of the Crown Prince is rumoured. <box>514 49 649 59</box>
divider: —o— <box>255 887 273 896</box>
ad-subheading: DUNEDIN. <box>1023 915 1061 925</box>
ad-item: 1 Pack-saddle and Straps complete. <box>983 338 1091 348</box>
article-paragraph: France has accepted the Congress, because circumstances might arise leading to Egypt, Lebanon, and the Holy places. <box>505 669 650 697</box>
ad-subheading: GREAT KING STREET, <box>1003 905 1081 915</box>
article-paragraph: Pyefield and Co., merchants, of London, have failed; liabilities, £200,000. <box>505 1218 650 1237</box>
article-paragraph: policy was hostile to the highest interests of Great Britain. <box>662 30 807 49</box>
section-subheading: (BY CABLE.) <box>400 879 441 889</box>
ad-text: Terms cash, and to be removed within four weeks of day of Sale. <box>974 152 1110 171</box>
article-paragraph: The Thessalonian insurrectionists refused to surrender their arms. <box>662 979 807 998</box>
article-paragraph: Official intelligence has been received in London that Mr Ogle, the correspondent of the Times, who was reported to have been murdered near Volo, fell fighting in the insurgent ranks, and was not murdered. <box>819 396 962 443</box>
article-paragraph: Quarrels between the Orangemen and Catholics at Montreal lasted several days. <box>819 150 962 169</box>
article-paragraph: Advices from Cracow state that the Russian railroads are encumbered by the transportation of troops North to check the threatened disturbances in the various centres of agitation. The garrisons of Moscow and Kieff will be re-inforced. <box>662 896 807 951</box>
section-heading: ENGLISH NEWS. <box>540 1001 615 1012</box>
ad-item: 1 Lady's Side-saddle and Bridle, new, and made to order. <box>974 348 1110 367</box>
ad-divider <box>974 560 1110 561</box>
article-paragraph: In the second innings the scores were: Grace, 0; Hornby, 1; Ridley, 0; Webbe, 0; Wells, 4; Flowers, 0; Shaw, 2; Morley, 0; Booth, 0; Hearne, 0; Vernon, 0. <box>505 134 650 171</box>
article-paragraph: The Orangemen of Montreal, by a vote of 367 against 6, resolved to parade. Bloody work is expected. <box>662 550 807 578</box>
article-paragraph: 17,000 persons, including the Dukes of Westminster and Bedford, the Marquis of Bath, and the Bishops of Exeter and Oxford, several noblemen, Messrs Grylls, Spurgeon, Newman Hall, Robert Browning, and Sir Charles Reed, presented a peace memorial to the Queen. <box>662 263 807 318</box>
ad-signature: Auctioneer, <box>1024 446 1060 456</box>
article-paragraph: New York dealers have received numerous letters from California, asking the price of arms. The impression is that hostilities are probable between the working men and Chinese factions. <box>819 104 962 150</box>
advertisement-cows <box>974 473 1110 482</box>
article-paragraph: An imperial decree has been issued conferring a temporary regency on the Crown Prince. <box>505 536 650 564</box>
article-paragraph: The attendance was enormous. <box>514 321 608 331</box>
article-paragraph: The match in which the Australians are engaged excite much interest. <box>505 331 650 350</box>
section-heading: BRITISH AND FOREIGN. <box>365 859 476 870</box>
article-paragraph: General von Hannecken, in some recently published deductions from the operations of the present war in the East, remarks that the late events have shown that security from assault in a field work is not to be obtained by increasing the obstacles to the enemy's advance—as, for instance, by giving a formidable profile to the parapet and ditch—so much as by making provision for utilising the full power of modern firearms, by providing a clear field of fire in front of the position. The lesson thus deduced by General von Hannecken was, it may be remarked, enunciated almost immediately after the last Franco-German war in the "Wellington Prize Essay," in which the author remarks that, for one place which has fallen because the men on the defensive had not sufficient cover, a dozen have fallen because the obstacles to fire in front have not been cleared away. It would, therefore, seem to be quite as important to train men habitually to calculate how much ground can be cleared in a given time, and in what way it can best be done, as to teach them how to throw up entrenchments. It is pointed out by General von Hannecken that, now that the effective range of rifles has been increased, the clear zone in front of an entrenchment should be 2000 paces wide; and also that it has become of greater importance than ever to provide cover for the garrison of a field-work from the preliminary bombardment with which the assailant will endeavour to prepare the way for his infantry attack. If this precaution has been taken, and a sufficiently wide space cleared of everything that might afford cover to the attacker, an adequately garrisoned field-work may, the German general concludes, be pronounced practically unassailable. <box>32 575 180 920</box>
column-4 <box>505 30 650 1490</box>
article-paragraph: The second innings of their opponents closed for 80, and the game was won by the Australians by five wickets. <box>505 208 650 236</box>
